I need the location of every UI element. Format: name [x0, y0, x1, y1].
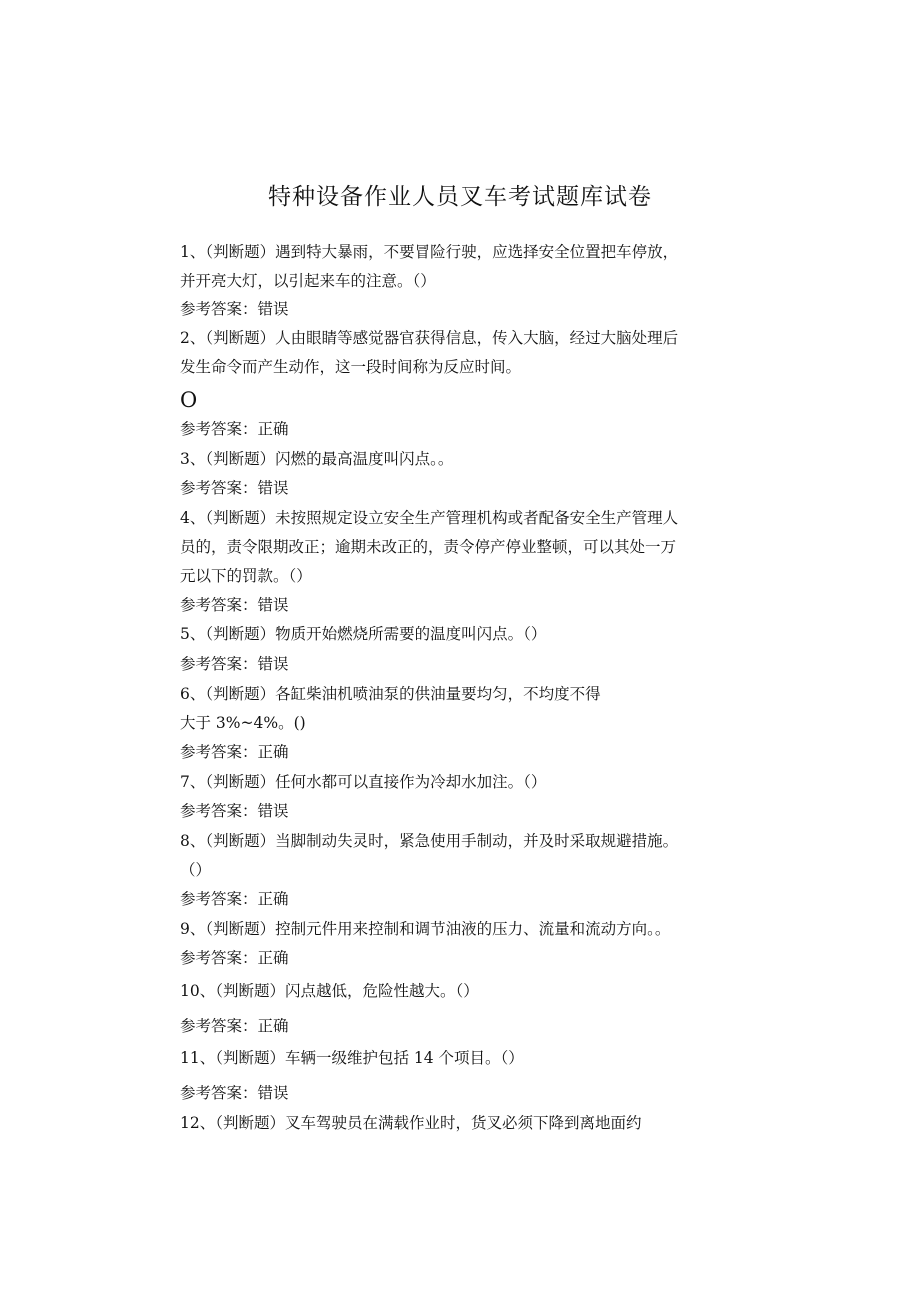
document-title: 特种设备作业人员叉车考试题库试卷: [268, 184, 652, 210]
answer-9: 参考答案：正确: [180, 949, 289, 967]
answer-5: 参考答案：错误: [180, 655, 289, 673]
question-4-line-2: 员的，责令限期改正；逾期未改正的，责令停产停业整顿，可以其处一万: [180, 538, 677, 556]
question-2-line-2: 发生命令而产生动作，这一段时间称为反应时间。: [180, 358, 522, 376]
question-10: 10、（判断题）闪点越低，危险性越大。（）: [180, 982, 479, 1000]
question-6-line-2: 大于 3%~4%。(): [180, 714, 306, 732]
question-8-line-2: （）: [180, 861, 212, 879]
question-9: 9、（判断题）控制元件用来控制和调节油液的压力、流量和流动方向。。: [180, 920, 671, 938]
answer-10: 参考答案：正确: [180, 1017, 289, 1035]
question-1-line-2: 并开亮大灯，以引起来车的注意。（）: [180, 272, 436, 290]
question-4-line-1: 4、（判断题）未按照规定设立安全生产管理机构或者配备安全生产管理人: [180, 509, 679, 527]
question-2-line-3: O: [180, 388, 198, 412]
answer-2: 参考答案：正确: [180, 420, 289, 438]
question-2-line-1: 2、（判断题）人由眼睛等感觉器官获得信息，传入大脑，经过大脑处理后: [180, 329, 679, 347]
answer-1: 参考答案：错误: [180, 300, 289, 318]
answer-8: 参考答案：正确: [180, 890, 289, 908]
question-4-line-3: 元以下的罚款。（）: [180, 567, 312, 585]
question-12-line-1: 12、（判断题）叉车驾驶员在满载作业时，货叉必须下降到离地面约: [180, 1114, 642, 1132]
question-8-line-1: 8、（判断题）当脚制动失灵时，紧急使用手制动，并及时采取规避措施。: [180, 832, 679, 850]
answer-6: 参考答案：正确: [180, 743, 289, 761]
question-5: 5、（判断题）物质开始燃烧所需要的温度叫闪点。（）: [180, 625, 547, 643]
answer-3: 参考答案：错误: [180, 479, 289, 497]
answer-7: 参考答案：错误: [180, 802, 289, 820]
question-11: 11、（判断题）车辆一级维护包括 14 个项目。（）: [180, 1049, 524, 1067]
answer-11: 参考答案：错误: [180, 1084, 289, 1102]
question-3: 3、（判断题）闪燃的最高温度叫闪点。。: [180, 450, 454, 468]
question-1-line-1: 1、（判断题）遇到特大暴雨，不要冒险行驶，应选择安全位置把车停放，: [180, 243, 679, 261]
question-6-line-1: 6、（判断题）各缸柴油机喷油泵的供油量要均匀，不均度不得: [180, 685, 601, 703]
question-7: 7、（判断题）任何水都可以直接作为冷却水加注。（）: [180, 773, 547, 791]
answer-4: 参考答案：错误: [180, 596, 289, 614]
